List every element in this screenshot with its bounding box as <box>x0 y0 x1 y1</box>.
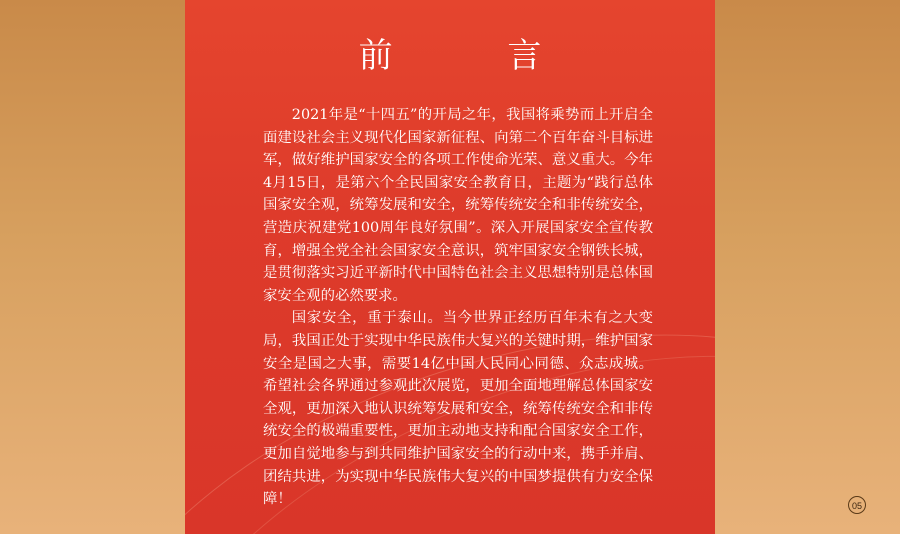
body-text <box>263 104 653 511</box>
page-title: 前 言 <box>358 36 594 76</box>
page-number-badge: 05 <box>848 496 866 514</box>
paragraph-2: 国家安全，重于泰山。当今世界正经历百年未有之大变局，我国正处于实现中华民族伟大复兴的关键时期，维护国家安全是国之大事，需要14亿中国人民同心同德、众志成城。希望社会各界通过参观此次展览，更加全面地理解总体国家安全观，更加深入地认识统筹发展和安全，统筹传统安全和非传统安全的极端重要性，更加主动地支持和配合国家安全工作，更加自觉地参与到共同维护国家安全的行动中来，携手并肩、团结共进，为实现中华民族伟大复兴的中国梦提供有力安全保障！ <box>263 310 653 508</box>
content-panel <box>185 0 715 534</box>
paragraph-1: 2021年是“十四五”的开局之年，我国将乘势而上开启全面建设社会主义现代化国家新征程、向第二个百年奋斗目标进军，做好维护国家安全的各项工作使命光荣、意义重大。今年4月15日，是第六个全民国家安全教育日，主题为“践行总体国家安全观，统筹发展和安全，统筹传统安全和非传统安全，营造庆祝建党100周年良好氛围”。深入开展国家安全宣传教育，增强全党全社会国家安全意识，筑牢国家安全钢铁长城，是贯彻落实习近平新时代中国特色社会主义思想特别是总体国家安全观的必然要求。 <box>263 107 653 304</box>
